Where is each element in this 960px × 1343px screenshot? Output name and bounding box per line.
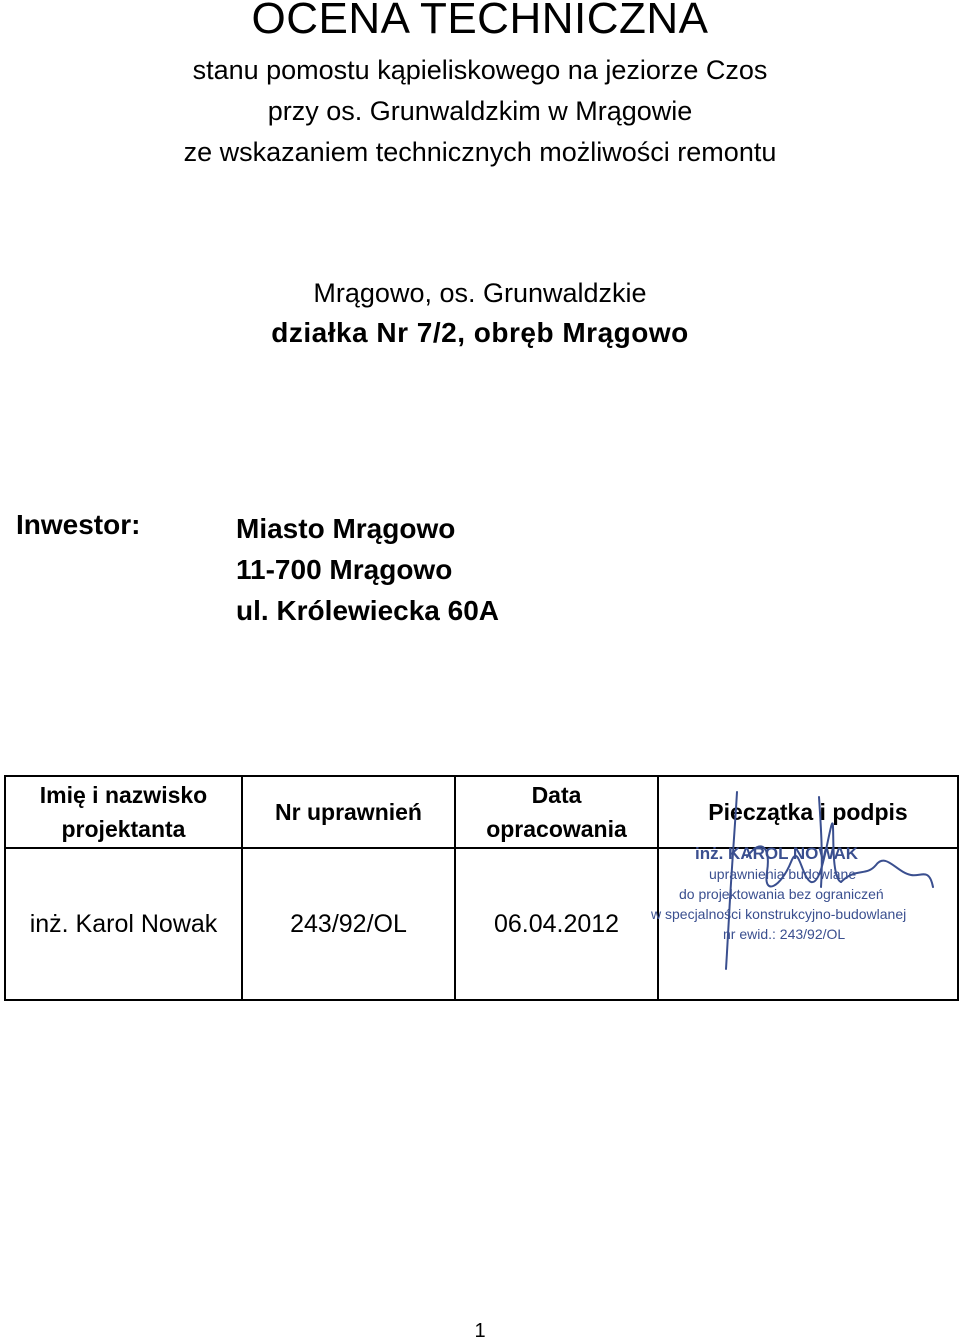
cell-license: 243/92/OL (242, 848, 455, 1000)
header-date-line-1: Data (531, 782, 582, 808)
header-designer (5, 776, 242, 848)
subtitle-line-2: przy os. Grunwaldzkim w Mrągowie (267, 96, 693, 126)
header-date (455, 776, 658, 848)
cell-date: 06.04.2012 (455, 848, 658, 1000)
stamp-line-4: w specjalności konstrukcyjno-budowlanej (651, 906, 907, 922)
location-plot: działka Nr 7/2, obręb Mrągowo (271, 317, 689, 348)
header-license-line-1: Nr uprawnień (275, 799, 422, 825)
investor-details (236, 508, 499, 631)
table-row (5, 848, 958, 1000)
header-designer-line-2: projektanta (61, 816, 186, 842)
investor-postal: 11-700 Mrągowo (236, 554, 453, 585)
stamp-line-3: do projektowania bez ograniczeń (679, 886, 884, 902)
investor-street: ul. Królewiecka 60A (236, 595, 500, 626)
header-designer-line-1: Imię i nazwisko (39, 782, 208, 808)
stamp-and-signature (651, 787, 951, 972)
investor-label: Inwestor: (16, 509, 141, 540)
stamp-line-2: uprawnienia budowlane (709, 866, 857, 882)
stamp-line-1: inż. KAROL NOWAK (695, 844, 859, 863)
header-license (242, 776, 455, 848)
cell-stamp (651, 844, 958, 1000)
investor-name: Miasto Mrągowo (236, 513, 456, 544)
header-stamp-line-1: Pieczątka i podpis (708, 799, 908, 825)
subtitle-line-3: ze wskazaniem technicznych możliwości remontu (183, 137, 777, 167)
page-number: 1 (474, 1320, 486, 1342)
stamp-line-5: nr ewid.: 243/92/OL (723, 926, 846, 942)
signature-table (4, 775, 959, 1001)
document-title: OCENA TECHNICZNA (251, 0, 709, 43)
subtitle-line-1: stanu pomostu kąpieliskowego na jeziorze Czos (192, 55, 768, 85)
cell-designer: inż. Karol Nowak (5, 848, 242, 1000)
location-place: Mrągowo, os. Grunwaldzkie (313, 278, 647, 308)
header-date-line-2: opracowania (486, 816, 627, 842)
